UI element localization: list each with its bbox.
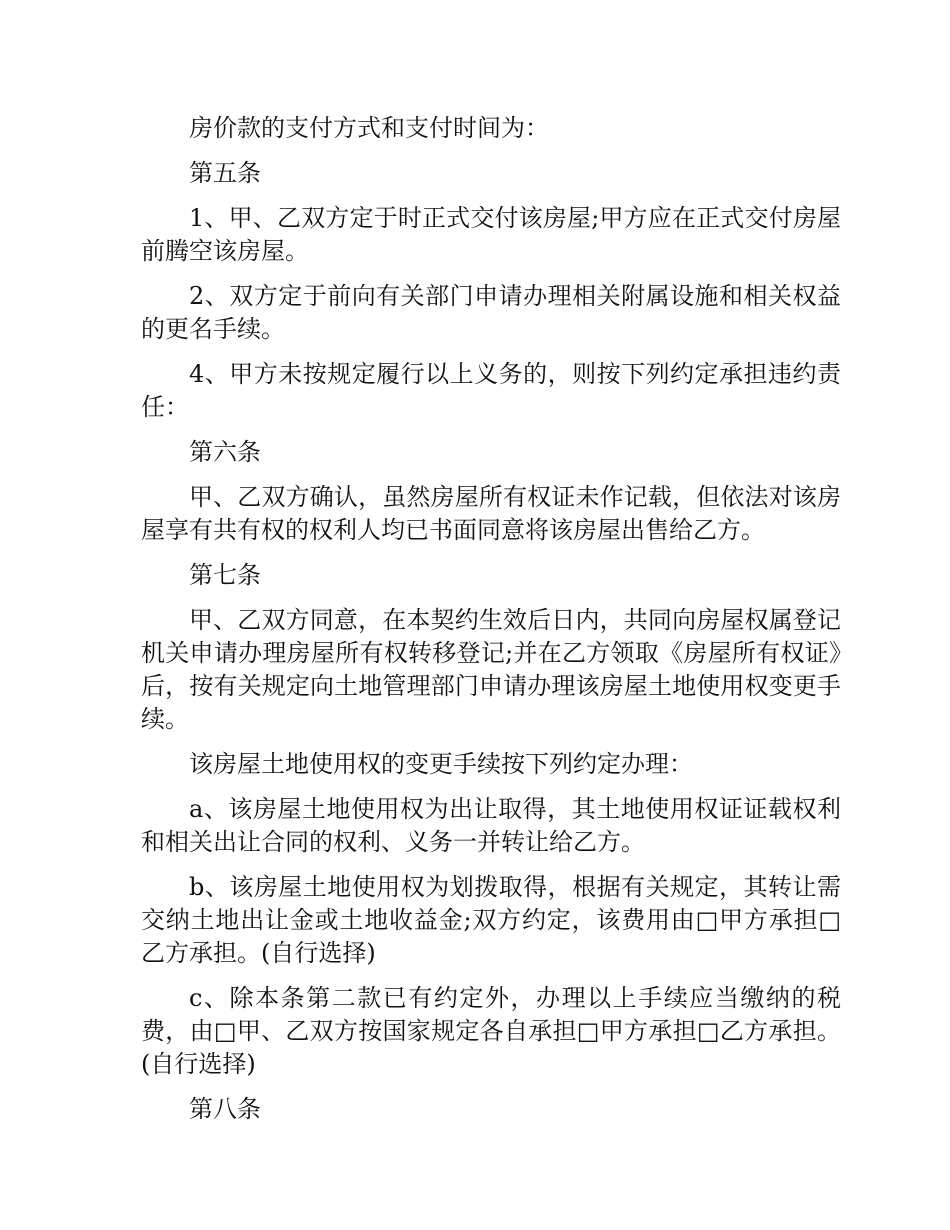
article-7-text: 甲、乙双方同意，在本契约生效后日内，共同向房屋权属登记机关申请办理房屋所有权转移登记;并在乙方领取《房屋所有权证》后，按有关规定向土地管理部门申请办理该房屋土地使用权变更手续。: [141, 606, 841, 733]
payment-method-line: 房价款的支付方式和支付时间为：: [189, 114, 549, 142]
article-8-heading: 第八条: [189, 1095, 261, 1123]
article-6-heading: 第六条: [189, 438, 261, 466]
article-7-heading: 第七条: [189, 561, 261, 589]
article-5-clause-4: 4、甲方未按规定履行以上义务的，则按下列约定承担违约责任：: [141, 360, 841, 421]
article-5-heading: 第五条: [189, 159, 261, 187]
article-5-clause-1: 1、甲、乙双方定于时正式交付该房屋;甲方应在正式交付房屋前腾空该房屋。: [141, 204, 841, 265]
land-use-change-intro: 该房屋土地使用权的变更手续按下列约定办理：: [189, 750, 693, 778]
land-use-clause-c: c、除本条第二款已有约定外，办理以上手续应当缴纳的税费，由□甲、乙双方按国家规定各自承担□甲方承担□乙方承担。(自行选择): [141, 984, 841, 1078]
article-6-text: 甲、乙双方确认，虽然房屋所有权证未作记载，但依法对该房屋享有共有权的权利人均已书面同意将该房屋出售给乙方。: [141, 483, 841, 544]
article-5-clause-2: 2、双方定于前向有关部门申请办理相关附属设施和相关权益的更名手续。: [141, 282, 841, 343]
land-use-clause-b: b、该房屋土地使用权为划拨取得，根据有关规定，其转让需交纳土地出让金或土地收益金;双方约定，该费用由□甲方承担□乙方承担。(自行选择): [141, 873, 841, 967]
document-body: [141, 112, 841, 1138]
land-use-clause-a: a、该房屋土地使用权为出让取得，其土地使用权证证载权利和相关出让合同的权利、义务一并转让给乙方。: [141, 795, 841, 856]
